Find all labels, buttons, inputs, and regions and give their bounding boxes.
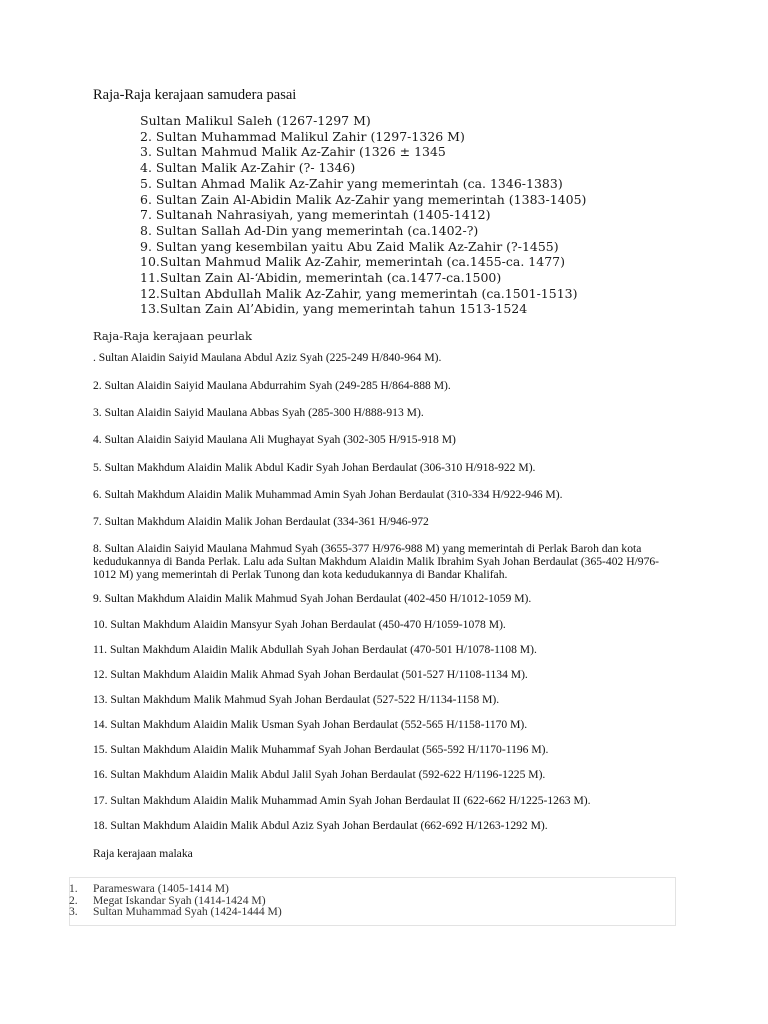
- list-item: 4. Sultan Malik Az-Zahir (?- 1346): [140, 160, 356, 176]
- samudera-pasai-list: [140, 113, 586, 317]
- list-number: 2.: [69, 893, 78, 907]
- list-item: 14. Sultan Makhdum Alaidin Malik Usman Syah Johan Berdaulat (552-565 H/1158-1170 M).: [93, 718, 528, 731]
- list-item: 11.Sultan Zain Al-‘Abidin, memerintah (ca.1477-ca.1500): [140, 270, 502, 286]
- list-item: 18. Sultan Makhdum Alaidin Malik Abdul Aziz Syah Johan Berdaulat (662-692 H/1263-1292 M).: [93, 819, 548, 832]
- list-number: 3.: [69, 905, 78, 918]
- list-item: 3. Sultan Mahmud Malik Az-Zahir (1326 ± 1345: [140, 144, 446, 160]
- list-item: 9. Sultan Makhdum Alaidin Malik Mahmud Syah Johan Berdaulat (402-450 H/1012-1059 M).: [93, 592, 532, 605]
- list-item: 11. Sultan Makhdum Alaidin Malik Abdullah Syah Johan Berdaulat (470-501 H/1078-1108 M).: [93, 643, 537, 656]
- list-item: 12. Sultan Makhdum Alaidin Malik Ahmad Syah Johan Berdaulat (501-527 H/1108-1134 M).: [93, 668, 528, 681]
- list-item: 7. Sultanah Nahrasiyah, yang memerintah (1405-1412): [140, 207, 491, 223]
- list-item: 16. Sultan Makhdum Alaidin Malik Abdul Jalil Syah Johan Berdaulat (592-622 H/1196-1225 M).: [93, 768, 546, 781]
- list-item: 5. Sultan Ahmad Malik Az-Zahir yang memerintah (ca. 1346-1383): [140, 175, 563, 191]
- list-item: 8. Sultan Sallah Ad-Din yang memerintah (ca.1402-?): [140, 222, 479, 238]
- malaka-heading: Raja kerajaan malaka: [93, 847, 193, 860]
- list-item: 5. Sultan Makhdum Alaidin Malik Abdul Kadir Syah Johan Berdaulat (306-310 H/918-922 M).: [93, 461, 536, 474]
- list-item: 2. Sultan Muhammad Malikul Zahir (1297-1326 M): [140, 128, 465, 144]
- list-item: 9. Sultan yang kesembilan yaitu Abu Zaid Malik Az-Zahir (?-1455): [140, 238, 559, 254]
- list-item: 6. Sultan Zain Al-Abidin Malik Az-Zahir yang memerintah (1383-1405): [140, 191, 587, 207]
- list-item: 17. Sultan Makhdum Alaidin Malik Muhammad Amin Syah Johan Berdaulat II (622-662 H/1225-1263 M).: [93, 794, 591, 807]
- list-text: Sultan Muhammad Syah (1424-1444 M): [93, 905, 282, 918]
- samudera-pasai-heading: Raja-Raja kerajaan samudera pasai: [93, 87, 297, 103]
- list-item: 12.Sultan Abdullah Malik Az-Zahir, yang memerintah (ca.1501-1513): [140, 285, 578, 301]
- peurlak-heading: Raja-Raja kerajaan peurlak: [93, 329, 252, 343]
- list-item: 2. Sultan Alaidin Saiyid Maulana Abdurrahim Syah (249-285 H/864-888 M).: [93, 379, 451, 392]
- list-item: 4. Sultan Alaidin Saiyid Maulana Ali Mughayat Syah (302-305 H/915-918 M): [93, 433, 456, 446]
- list-item: 6. Sultah Makhdum Alaidin Malik Muhammad Amin Syah Johan Berdaulat (310-334 H/922-946 M).: [93, 488, 563, 501]
- list-item: 10.Sultan Mahmud Malik Az-Zahir, memerintah (ca.1455-ca. 1477): [140, 254, 565, 270]
- list-item: 3. Sultan Alaidin Saiyid Maulana Abbas Syah (285-300 H/888-913 M).: [93, 406, 424, 419]
- list-item: 13.Sultan Zain Al’Abidin, yang memerintah tahun 1513-1524: [140, 301, 528, 317]
- list-item: 15. Sultan Makhdum Alaidin Malik Muhammaf Syah Johan Berdaulat (565-592 H/1170-1196 M).: [93, 743, 549, 756]
- list-item: 10. Sultan Makhdum Alaidin Mansyur Syah Johan Berdaulat (450-470 H/1059-1078 M).: [93, 618, 506, 631]
- list-item: 7. Sultan Makhdum Alaidin Malik Johan Berdaulat (334-361 H/946-972: [93, 515, 429, 528]
- list-item: Sultan Malikul Saleh (1267-1297 M): [140, 113, 371, 128]
- list-number: 1.: [69, 882, 78, 895]
- list-text: Parameswara (1405-1414 M): [93, 882, 229, 895]
- list-text: Megat Iskandar Syah (1414-1424 M): [93, 893, 266, 907]
- list-item: . Sultan Alaidin Saiyid Maulana Abdul Aziz Syah (225-249 H/840-964 M).: [93, 351, 442, 364]
- list-item: 13. Sultan Makhdum Malik Mahmud Syah Johan Berdaulat (527-522 H/1134-1158 M).: [93, 693, 500, 706]
- list-item: 8. Sultan Alaidin Saiyid Maulana Mahmud Syah (3655-377 H/976-988 M) yang memerintah di Perlak Baroh dan kota kedudukannya di Banda Perlak. Lalu ada Sultan Makhdum Alaidin Malik Ibrahim Syah Johan Berdaulat (365-402 H/976-1012 M) yang memerintah di Perlak Tunong dan kota kedudukannya di Bandar Khalifah.: [93, 542, 660, 581]
